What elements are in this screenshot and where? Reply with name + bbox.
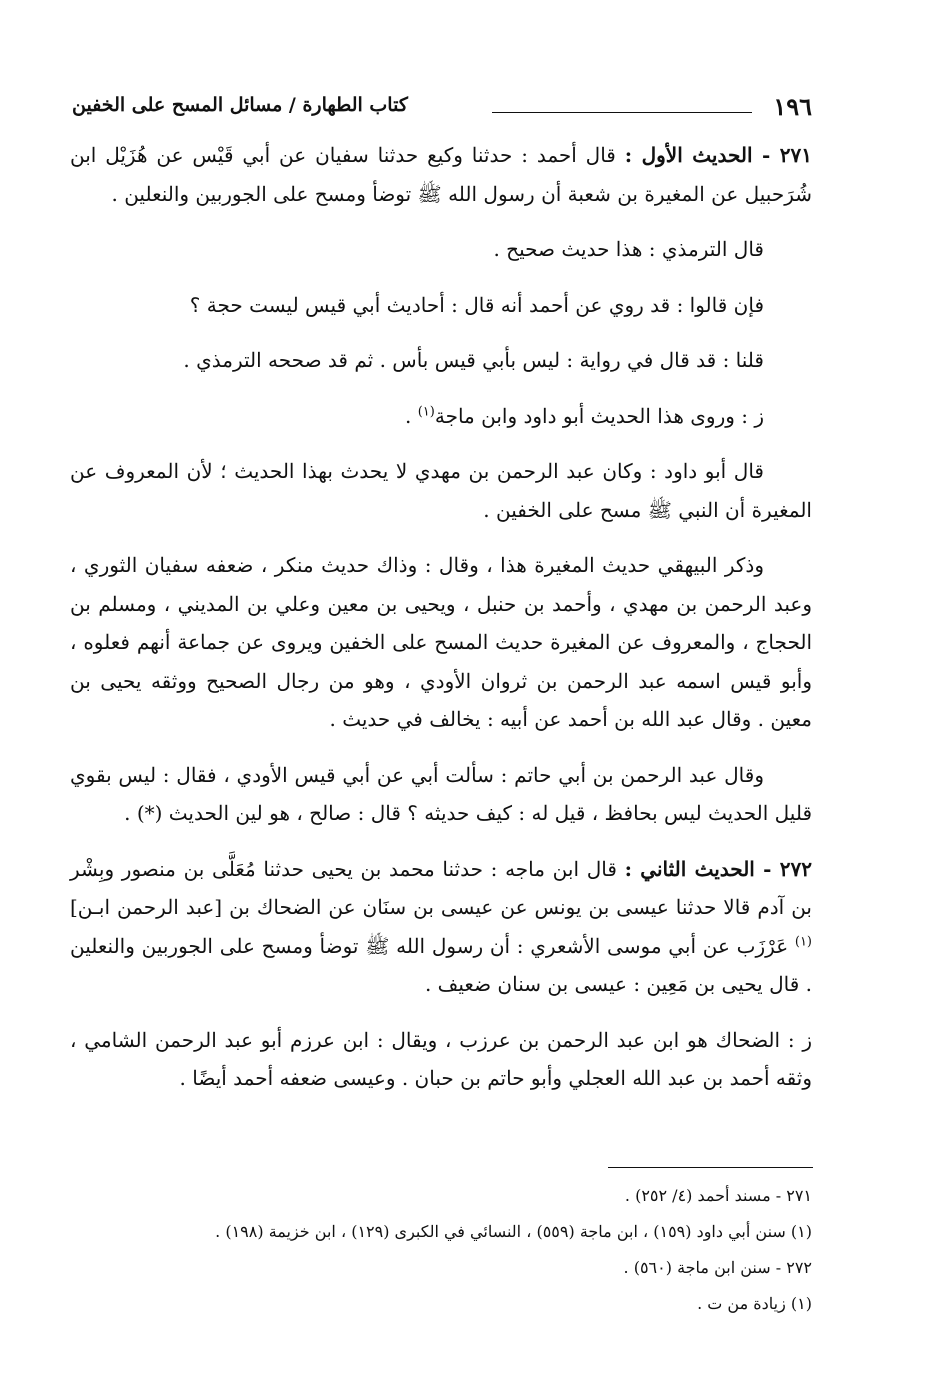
paragraph-text: قلنا : قد قال في رواية : ليس بأبي قيس بأس . ثم قد صححه الترمذي . [183,348,764,372]
footnote-rule [608,1167,813,1168]
paragraph [70,756,812,833]
paragraph [70,397,812,436]
footnote: (١) زيادة من ت . [697,1294,812,1313]
footnote-marker: (١) [794,933,812,949]
paragraph [70,286,812,325]
page-header [72,92,812,128]
paragraph-text: قال أبو داود : وكان عبد الرحمن بن مهدي لا يحدث بهذا الحديث ؛ لأن المعروف عن المغيرة أن النبي ﷺ مسح على الخفين . [70,459,812,522]
paragraph-text: وقال عبد الرحمن بن أبي حاتم : سألت أبي عن أبي قيس الأودي ، فقال : ليس بقوي قليل الحديث ليس بحافظ ، قيل له : كيف حديثه ؟ قال : صالح ، هو لين الحديث (*) . [70,762,812,825]
paragraph [70,546,812,739]
hadith-heading: الحديث الثاني : [624,856,755,881]
paragraph-tail: عَرْزَب عن أبي موسى الأشعري : أن رسول الله ﷺ توضأ ومسح على الجوربين والنعلين . قال يحيى بن مَعِين : عيسى بن سنان ضعيف . [70,933,812,996]
paragraph-tail: . [405,403,418,428]
paragraph-text: ز : الضحاك هو ابن عبد الرحمن بن عرزب ، ويقال : ابن عرزم أبو عبد الرحمن الشامي ، وثقه أحمد بن عبد الله العجلي وأبو حاتم بن حبان . وعيسى ضعفه أحمد أيضًا . [70,1027,812,1090]
page-number: ١٩٦ [773,92,812,121]
hadith-number: ٢٧٢ - [754,856,812,881]
paragraph-text: وذكر البيهقي حديث المغيرة هذا ، وقال : وذاك حديث منكر ، ضعفه سفيان الثوري ، وعبد الرحمن بن مهدي ، وأحمد بن حنبل ، ويحيى بن معين وعلي بن المديني ، ومسلم بن الحجاج ، والمعروف عن المغيرة حديث المسح على الخفين ويروى عن جماعة أنهم فعلوه ، وأبو قيس اسمه عبد الرحمن بن ثروان الأودي ، وهو من رجال الصحيح ووثقه يحيى بن معين . وقال عبد الله بن أحمد عن أبيه : يخالف في حديث . [70,553,812,731]
footnotes [140,1178,812,1322]
main-text [70,136,812,1115]
hadith-272-paragraph [70,850,812,1004]
footnote-marker: (١) [417,403,435,419]
paragraph [70,341,812,380]
paragraph [70,1021,812,1098]
paragraph [70,452,812,529]
paragraph-text: ز : وروى هذا الحديث أبو داود وابن ماجة [434,403,764,428]
header-rule [492,112,752,113]
paragraph [70,230,812,269]
paragraph-text: قال ابن ماجه : حدثنا محمد بن يحيى حدثنا مُعَلَّى بن منصور وبِشْر بن آدم قالا حدثنا عيسى بن يونس عن عيسى بن سنَان عن الضحاك بن [عبد الرحمن ابـن] [70,856,812,919]
footnote: ٢٧١ - مسند أحمد (٤/ ٢٥٢) . [624,1186,812,1205]
footnote: ٢٧٢ - سنن ابن ماجة (٥٦٠) . [623,1258,812,1277]
hadith-number: ٢٧١ - [752,143,813,167]
paragraph-text: قال الترمذي : هذا حديث صحيح . [493,237,764,261]
hadith-271-paragraph [70,136,812,213]
paragraph-text: فإن قالوا : قد روي عن أحمد أنه قال : أحاديث أبي قيس ليست حجة ؟ [189,292,764,317]
paragraph-text: قال أحمد : حدثنا وكيع حدثنا سفيان عن أبي قَيْس عن هُزَيْل ابن شُرَحبيل عن المغيرة بن شعبة أن رسول الله ﷺ توضأ ومسح على الجوربين والنعلين . [70,143,812,206]
footnote: (١) سنن أبي داود (١٥٩) ، ابن ماجة (٥٥٩) ، النسائي في الكبرى (١٢٩) ، ابن خزيمة (١٩٨) . [215,1222,812,1241]
running-title: كتاب الطهارة / مسائل المسح على الخفين [72,94,408,116]
hadith-heading: الحديث الأول : [624,143,753,167]
